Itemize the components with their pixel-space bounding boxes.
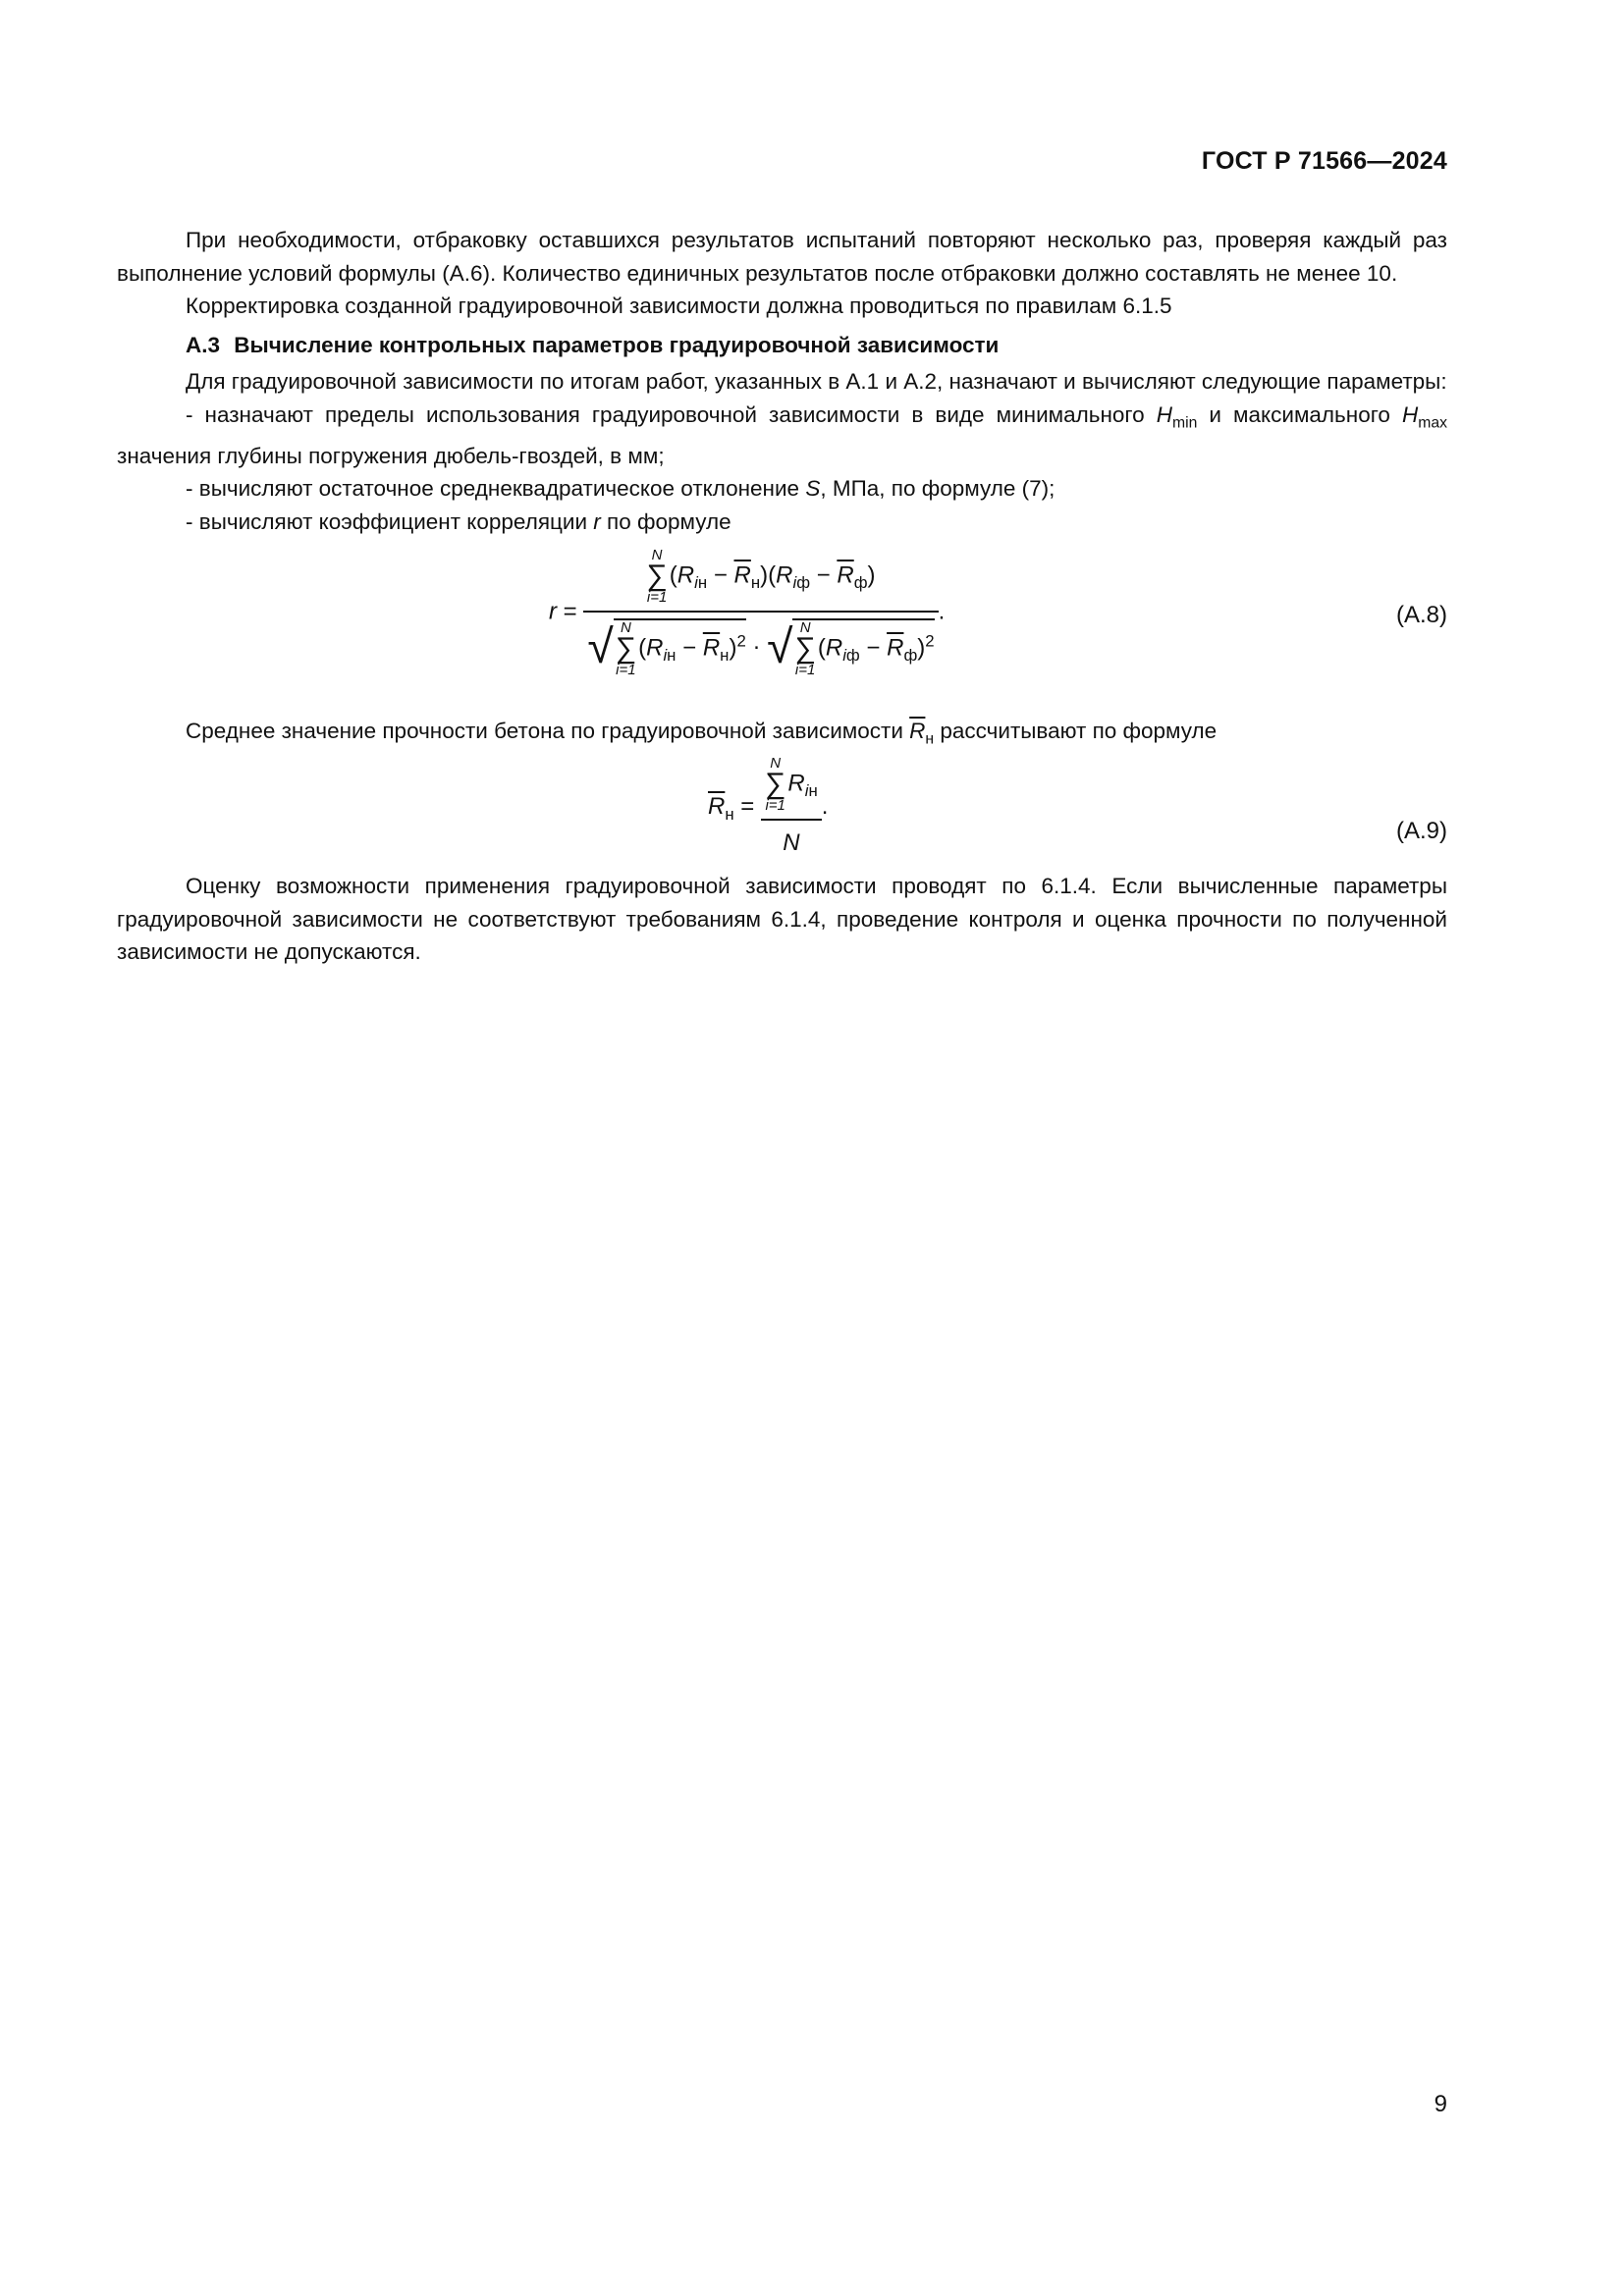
- param-item-limits: - назначают пределы использования градуировочной зависимости в виде минимального $H_{min}$ и максимального $H_{max}$ значения глубины погружения дюбель-гвоздей, в мм;: [117, 401, 1448, 468]
- page-number: 9: [1434, 2091, 1447, 2117]
- formula-a8-numerator: N ∑ i=1 $(R_{iн} - \overline{R}_н)(R_{iф} - \overline{R}_ф)$: [646, 547, 876, 606]
- document-code: ГОСТ Р 71566—2024: [1201, 147, 1447, 175]
- paragraph-correction: Корректировка созданной градуировочной зависимости должна проводиться по правилам 6.1.5: [186, 294, 1172, 318]
- formula-a9-numerator: N ∑ i=1 $R_{iн}$: [764, 755, 818, 814]
- params-intro: Для градуировочной зависимости по итогам работ, указанных в А.1 и А.2, назначают и вычисляют следующие параметры:: [186, 369, 1447, 394]
- formula-a9-denominator: N: [761, 819, 822, 860]
- formula-a9-fraction: [761, 756, 822, 860]
- section-number: А.3: [186, 332, 221, 357]
- param-item-correlation: - вычисляют коэффициент корреляции r по формуле: [186, 508, 731, 534]
- formula-a8-number: (А.8): [1395, 602, 1447, 628]
- formula-a9: [117, 756, 1447, 866]
- formula-a8-fraction: [583, 548, 938, 677]
- formula-a8: [117, 538, 1447, 705]
- section-heading: [186, 329, 1447, 362]
- formula-a9-expression: $\overline{R}_н$ = N ∑ i=1 $R_{iн}$ N .: [708, 756, 828, 860]
- formula-a8-expression: r = N ∑ i=1 $(R_{iн} - \overline{R}_н)(R_{iф} - \overline{R}_ф)$ √ N ∑ i=1 $(R_{iн} - \overline{R}_н)^2$ · √ N ∑ i=1 $(R_{iф} - \overline{R}_ф)^2$ .: [549, 547, 946, 678]
- mean-value-text: Среднее значение прочности бетона по градуировочной зависимости $\overline{R}_н$ рассчитывают по формуле: [186, 719, 1218, 748]
- param-item-deviation: - вычисляют остаточное среднеквадратическое отклонение S, МПа, по формуле (7);: [186, 476, 1056, 501]
- formula-a8-denominator: √ N ∑ i=1 $(R_{iн} - \overline{R}_н)^2$ · √ N ∑ i=1 $(R_{iф} - \overline{R}_ф)^2$: [583, 611, 938, 677]
- document-body: [117, 224, 1447, 969]
- formula-a9-number: (А.9): [1395, 818, 1447, 844]
- paragraph-conclusion: Оценку возможности применения градуировочной зависимости проводят по 6.1.4. Если вычисленные параметры градуировочной зависимости не соответствуют требованиям 6.1.4, проведение контроля и оценка прочности по полученной зависимости не допускаются.: [117, 874, 1447, 964]
- paragraph-rejection: При необходимости, отбраковку оставшихся результатов испытаний повторяют несколько раз, проверяя каждый раз выполнение условий формулы (А.6). Количество единичных результатов после отбраковки должно составлять не менее 10.: [117, 228, 1447, 286]
- section-title: Вычисление контрольных параметров градуировочной зависимости: [234, 332, 1000, 357]
